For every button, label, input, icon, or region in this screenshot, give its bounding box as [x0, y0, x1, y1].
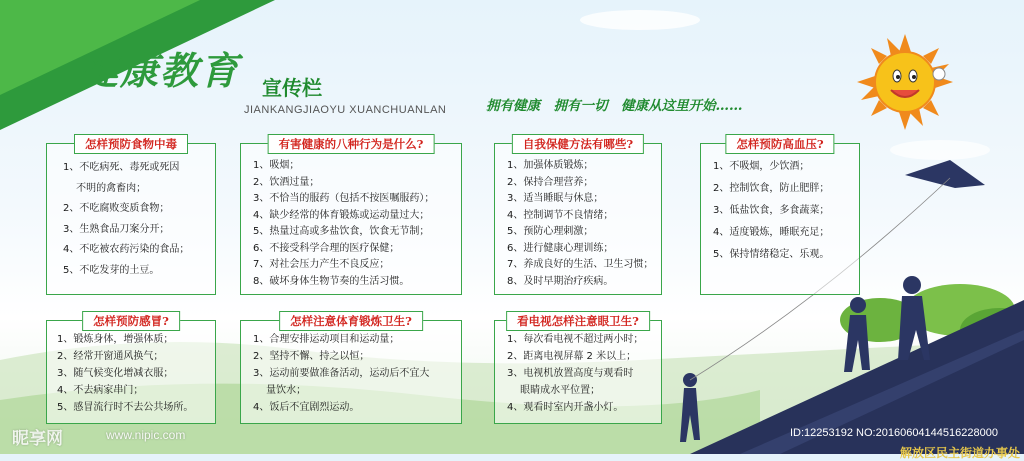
list-item: 4、适度锻炼，睡眠充足； — [713, 227, 830, 238]
list-item: 眼睛成水平位置； — [507, 385, 601, 396]
list-item: 7、养成良好的生活、卫生习惯； — [507, 259, 654, 270]
list-item: 4、观看时室内开盏小灯。 — [507, 402, 624, 413]
list-item: 6、进行健康心理训练； — [507, 242, 614, 254]
list-item: 5、保持情绪稳定、乐观。 — [713, 249, 830, 260]
list-item: 5、不吃发芽的土豆。 — [63, 264, 160, 276]
bottom-caption: 解放区民主街道办事处 — [900, 446, 1021, 460]
page-title: 健康教育 — [80, 48, 241, 93]
list-item: 4、不去病家串门； — [57, 385, 144, 396]
watermark-logo: 昵享网 — [12, 429, 63, 449]
list-item: 5、预防心理刺激； — [507, 226, 594, 237]
list-item: 1、锻炼身体，增强体质； — [57, 334, 174, 345]
slogan: 拥有健康 拥有一切 健康从这里开始…… — [486, 98, 743, 114]
panel-cold-prevention — [46, 314, 216, 424]
list-item: 5、热量过高或多盐饮食，饮食无节制； — [253, 226, 430, 237]
panel-title: 看电视怎样注意眼卫生? — [506, 311, 650, 331]
list-item: 3、随气候变化增减衣服； — [57, 368, 174, 379]
list-item: 8、及时早期治疗疾病。 — [507, 275, 614, 287]
list-item: 2、控制饮食，防止肥胖； — [713, 183, 830, 194]
panel-title: 怎样预防食物中毒 — [74, 134, 188, 154]
list-item: 2、保持合理营养； — [507, 176, 594, 188]
panel-list — [47, 144, 215, 282]
panel-title: 怎样预防感冒? — [82, 311, 180, 331]
watermark-url: www.nipic.com — [106, 428, 186, 442]
panel-list — [47, 321, 215, 416]
list-item: 1、吸烟； — [253, 160, 300, 171]
panel-self-care — [494, 137, 662, 295]
list-item: 4、不吃被农药污染的食品； — [63, 244, 190, 256]
page-subtitle: 宣传栏 — [262, 76, 322, 100]
list-item: 4、饭后不宜剧烈运动。 — [253, 402, 360, 413]
panel-list — [495, 144, 661, 290]
list-item: 2、不吃腐败变质食物； — [63, 203, 170, 215]
list-item: 2、饮酒过量； — [253, 176, 320, 188]
list-item: 8、破坏身体生物节奏的生活习惯。 — [253, 275, 410, 287]
panel-harmful-behaviors — [240, 137, 462, 295]
list-item: 4、缺少经常的体育锻炼或运动量过大； — [253, 209, 430, 221]
panel-title: 有害健康的八种行为是什么? — [268, 134, 435, 154]
list-item: 5、感冒流行时不去公共场所。 — [57, 402, 194, 413]
list-item: 1、不吃病死、毒死或死因 — [63, 162, 180, 173]
list-item: 3、运动前要做准备活动，运动后不宜大 — [253, 368, 430, 379]
list-item: 3、低盐饮食，多食蔬菜； — [713, 205, 830, 216]
list-item: 4、控制调节不良情绪； — [507, 209, 614, 221]
panel-food-poisoning — [46, 137, 216, 295]
panel-exercise-hygiene — [240, 314, 462, 424]
list-item: 2、距离电视屏幕 2 米以上； — [507, 351, 637, 362]
list-item: 2、坚持不懈、持之以恒； — [253, 351, 370, 362]
panel-list — [241, 321, 461, 416]
panel-list — [241, 144, 461, 290]
list-item: 3、电视机放置高度与观看时 — [507, 368, 634, 379]
list-item: 3、生熟食品刀案分开； — [63, 223, 170, 235]
panel-title: 怎样注意体育锻炼卫生? — [279, 311, 423, 331]
panel-title: 怎样预防高血压? — [725, 134, 834, 154]
panel-hypertension — [700, 137, 860, 295]
panel-eye-hygiene — [494, 314, 662, 424]
list-item: 1、不吸烟，少饮酒； — [713, 161, 810, 172]
panel-list — [495, 321, 661, 416]
list-item: 3、不恰当的服药（包括不按医嘱服药）； — [253, 193, 435, 204]
list-item: 1、合理安排运动项目和运动量； — [253, 334, 400, 345]
list-item: 1、每次看电视不超过两小时； — [507, 334, 644, 345]
list-item: 1、加强体质锻炼； — [507, 160, 594, 171]
image-id-text: ID:12253192 NO:20160604144516228000 — [790, 427, 998, 439]
title-pinyin: JIANKANGJIAOYU XUANCHUANLAN — [244, 104, 447, 116]
list-item: 不明的禽畜肉； — [63, 182, 147, 194]
list-item: 2、经常开窗通风换气； — [57, 351, 164, 362]
list-item: 6、不接受科学合理的医疗保健； — [253, 242, 400, 254]
panel-list — [701, 144, 859, 266]
list-item: 7、对社会压力产生不良反应； — [253, 259, 390, 270]
list-item: 3、适当睡眠与休息； — [507, 193, 604, 204]
panel-title: 自我保健方法有哪些? — [512, 134, 644, 154]
list-item: 量饮水； — [253, 385, 307, 396]
